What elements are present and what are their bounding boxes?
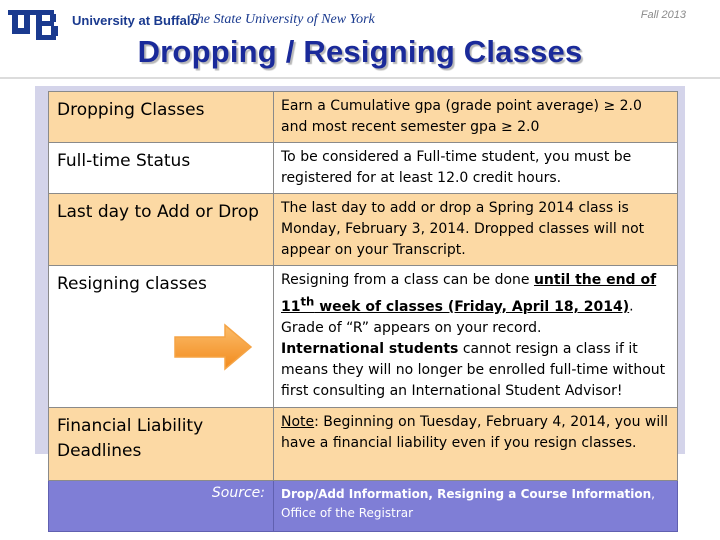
resign-intro: Resigning from a class can be done: [281, 272, 534, 288]
source-row: [49, 481, 678, 532]
row-description: [274, 266, 678, 408]
table-row: [49, 92, 678, 143]
note-label: Note: [281, 414, 315, 430]
source-comma: ,: [651, 487, 655, 501]
row-description: [274, 408, 678, 481]
intl-label: International students: [281, 340, 459, 357]
intl-text: cannot resign a class if it means they will no longer be enrolled full-time without first consulting an International Student Advisor!: [281, 340, 666, 399]
table-row: [49, 408, 678, 481]
source-label: Source:: [49, 481, 274, 532]
source-office: Office of the Registrar: [281, 506, 414, 520]
source-text: [274, 481, 678, 532]
row-label: Full-time Status: [49, 143, 274, 194]
table-row: [49, 194, 678, 266]
row-description: The last day to add or drop a Spring 2014 class is Monday, February 3, 2014. Dropped classes will not appear on your Transcript.: [274, 194, 678, 266]
note-text: : Beginning on Tuesday, February 4, 2014, you will have a financial liability even if you resign classes.: [281, 414, 669, 451]
term-label: Fall 2013: [640, 9, 686, 21]
table-row: [49, 266, 678, 408]
row-label: Last day to Add or Drop: [49, 194, 274, 266]
right-arrow-icon: [173, 323, 253, 371]
row-label: Financial Liability Deadlines: [49, 408, 274, 481]
header-divider: [0, 77, 720, 79]
resign-deadline-a: until the end of 11: [281, 272, 657, 315]
row-description: To be considered a Full-time student, you must be registered for at least 12.0 credit hours.: [274, 143, 678, 194]
row-label: Resigning classes: [49, 266, 274, 408]
resign-after: . Grade of “R” appears on your record.: [281, 298, 634, 336]
resign-deadline-sup: th: [300, 294, 315, 308]
table-row: [49, 143, 678, 194]
row-label: Dropping Classes: [49, 92, 274, 143]
university-name: University at Buffalo: [72, 13, 199, 28]
resign-deadline-b: week of classes (Friday, April 18, 2014): [314, 298, 630, 315]
page-title: Dropping / Resigning Classes: [137, 34, 583, 69]
university-tagline: The State University of New York: [189, 12, 375, 27]
info-table: [48, 91, 678, 532]
row-description: Earn a Cumulative gpa (grade point average) ≥ 2.0 and most recent semester gpa ≥ 2.0: [274, 92, 678, 143]
source-links[interactable]: Drop/Add Information, Resigning a Course Information: [281, 487, 652, 501]
